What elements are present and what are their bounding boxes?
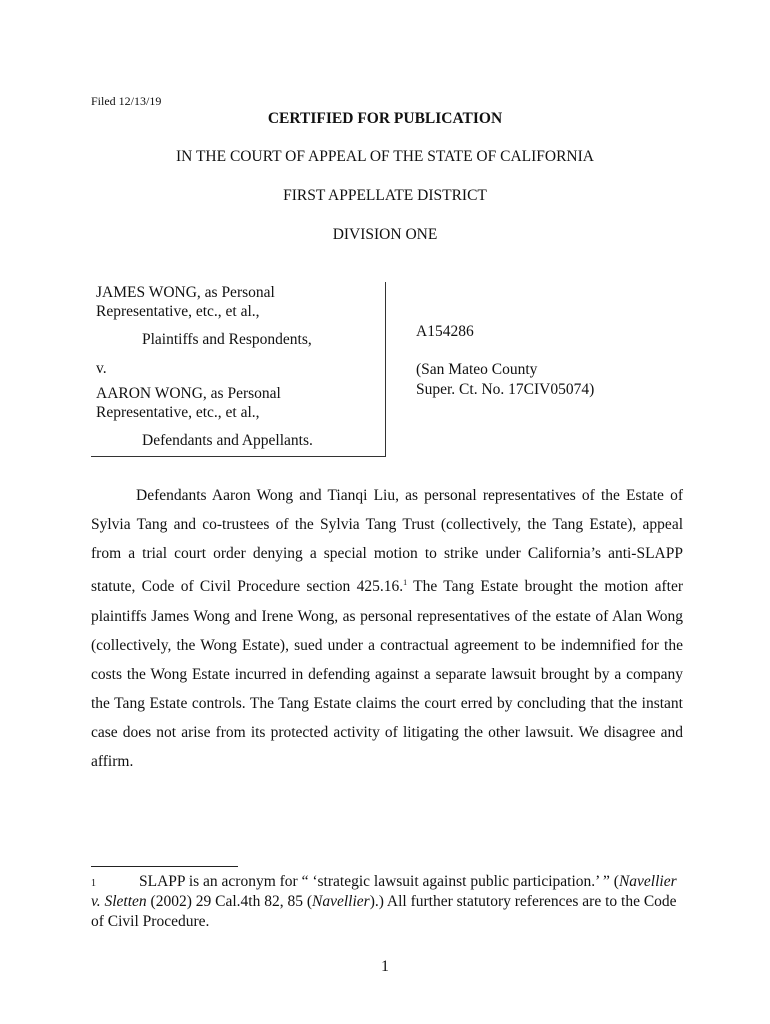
defendant-line-1: AARON WONG, as Personal [96, 385, 281, 402]
footnote [91, 872, 683, 932]
certified-heading: CERTIFIED FOR PUBLICATION [267, 110, 503, 127]
defendant-role: Defendants and Appellants. [142, 432, 313, 449]
footnote-text-c: ).) All further statutory references are to the Code of Civil Procedure. [91, 893, 677, 930]
defendant-line-2: Representative, etc., et al., [96, 404, 260, 421]
case-caption [91, 282, 386, 457]
footnote-short-name: Navellier [312, 893, 370, 910]
trial-court-line-2: Super. Ct. No. 17CIV05074) [416, 381, 595, 398]
filed-date: Filed 12/13/19 [91, 94, 162, 108]
versus: v. [96, 360, 107, 377]
case-number: A154286 [416, 323, 474, 340]
opinion-paragraph [91, 481, 683, 776]
court-name: IN THE COURT OF APPEAL OF THE STATE OF CALIFORNIA [176, 148, 594, 165]
plaintiff-line-1: JAMES WONG, as Personal [96, 284, 275, 301]
paragraph-text-a: Defendants Aaron Wong and Tianqi Liu, as personal representatives of the Estate of Sylvia Tang and co-trustees of the Sylvia Tang Trust (collectively, the Tang Estate), appeal from a trial court order denying a special motion to strike under California’s anti-SLAPP statute, Code of Civil Procedure section 425.16. [91, 487, 683, 596]
footnote-text-a: SLAPP is an acronym for “ ‘strategic lawsuit against public participation.’ ” ( [139, 873, 619, 890]
trial-court-line-1: (San Mateo County [416, 361, 538, 378]
opinion-body [91, 481, 683, 776]
plaintiff-line-2: Representative, etc., et al., [96, 303, 260, 320]
page-number: 1 [381, 958, 389, 975]
paragraph-text-b: The Tang Estate brought the motion after plaintiffs James Wong and Irene Wong, as personal representatives of the estate of Alan Wong (collectively, the Wong Estate), sued under a contractual agreement to be indemnified for the costs the Wong Estate incurred in defending against a separate lawsuit brought by a company the Tang Estate controls. The Tang Estate claims the court erred by concluding that the instant case does not arise from its protected activity of litigating the other lawsuit. We disagree and affirm. [91, 578, 683, 770]
district-name: FIRST APPELLATE DISTRICT [283, 187, 487, 204]
footnote-case-name: Navellier v. Sletten [91, 873, 677, 910]
footnote-text-b: (2002) 29 Cal.4th 82, 85 ( [146, 893, 312, 910]
plaintiff-role: Plaintiffs and Respondents, [142, 331, 312, 348]
footnote-reference[interactable]: 1 [403, 578, 408, 588]
footnote-separator [91, 866, 238, 867]
division-name: DIVISION ONE [332, 226, 438, 243]
footnote-number: 1 [91, 878, 96, 889]
